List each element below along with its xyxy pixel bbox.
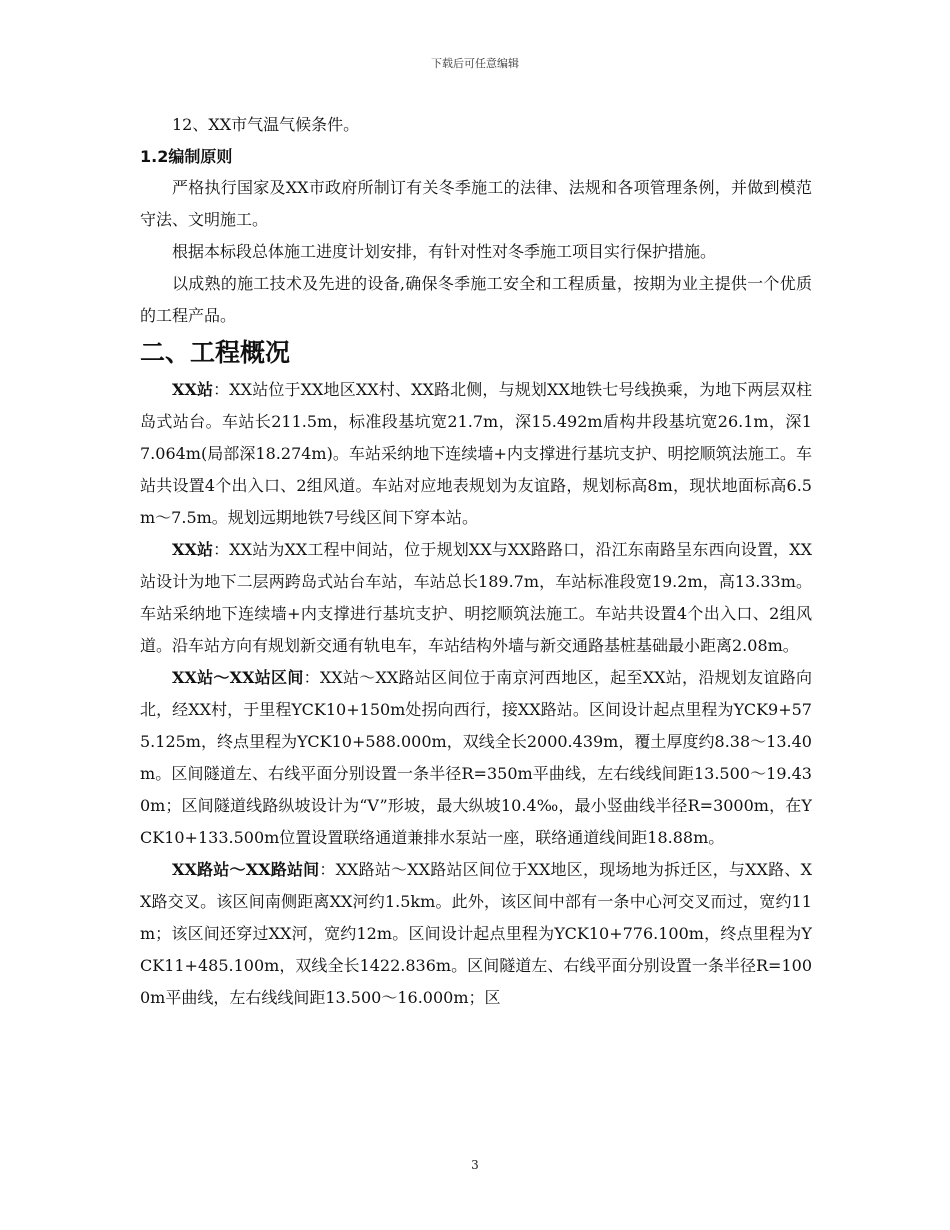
paragraph: 根据本标段总体施工进度计划安排，有针对性对冬季施工项目实行保护措施。 (172, 242, 717, 261)
paragraph-station-1 (140, 374, 812, 534)
page-header: 下载后可任意编辑 (431, 57, 519, 70)
paragraph-label: XX站 (172, 540, 214, 559)
paragraph-text: ：XX站为XX工程中间站，位于规划XX与XX路路口，沿江东南路呈东西向设置，XX站设计为地下二层两跨岛式站台车站，车站总长189.7m，车站标准段宽19.2m，高13.33m。车站采纳地下连续墙+内支撑进行基坑支护、明挖顺筑法施工。车站共设置4个出入口、2组风道。沿车站方向有规划新交通有轨电车，车站结构外墙与新交通路基桩基础最小距离2.08m。 (140, 540, 812, 655)
section-heading-2: 二、工程概况 (140, 338, 291, 367)
document-body (140, 107, 812, 1014)
list-item-12: 12、XX市气温气候条件。 (172, 115, 360, 134)
paragraph-station-2 (140, 534, 812, 662)
paragraph-interval-1 (140, 662, 812, 854)
paragraph-text: ：XX路站～XX路站区间位于XX地区，现场地为拆迁区，与XX路、XX路交叉。该区间南侧距离XX河约1.5km。此外，该区间中部有一条中心河交叉而过，宽约11m；该区间还穿过XX河，宽约12m。区间设计起点里程为YCK10+776.100m，终点里程为YCK11+485.100m，双线全长1422.836m。区间隧道左、右线平面分别设置一条半径R=1000m平曲线，左右线线间距13.500～16.000m；区 (140, 860, 812, 1007)
page-number: 3 (471, 1158, 479, 1172)
paragraph-text: ：XX站位于XX地区XX村、XX路北侧，与规划XX地铁七号线换乘，为地下两层双柱岛式站台。车站长211.5m，标准段基坑宽21.7m，深15.492m盾构井段基坑宽26.1m，深17.064m(局部深18.274m)。车站采纳地下连续墙+内支撑进行基坑支护、明挖顺筑法施工。车站共设置4个出入口、2组风道。车站对应地表规划为友谊路，规划标高8m，现状地面标高6.5m～7.5m。规划远期地铁7号线区间下穿本站。 (140, 380, 812, 527)
paragraph-interval-2 (140, 854, 812, 1014)
paragraph-label: XX站～XX站区间 (172, 668, 304, 687)
paragraph-label: XX站 (172, 380, 214, 399)
paragraph-text: ：XX站～XX路站区间位于南京河西地区，起至XX站，沿规划友谊路向北，经XX村，于里程YCK10+150m处拐向西行，接XX路站。区间设计起点里程为YCK9+575.125m，终点里程为YCK10+588.000m，双线全长2000.439m，覆土厚度约8.38～13.40m。区间隧道左、右线平面分别设置一条半径R=350m平曲线，左右线线间距13.500～19.430m；区间隧道线路纵坡设计为“V”形坡，最大纵坡10.4‰，最小竖曲线半径R=3000m，在YCK10+133.500m位置设置联络通道兼排水泵站一座，联络通道线间距18.88m。 (140, 668, 812, 847)
paragraph: 严格执行国家及XX市政府所制订有关冬季施工的法律、法规和各项管理条例，并做到模范守法、文明施工。 (140, 178, 812, 229)
section-heading-1-2: 1.2编制原则 (140, 147, 233, 166)
paragraph: 以成熟的施工技术及先进的设备,确保冬季施工安全和工程质量，按期为业主提供一个优质的工程产品。 (140, 274, 812, 325)
paragraph-label: XX路站～XX路站间 (172, 860, 320, 879)
